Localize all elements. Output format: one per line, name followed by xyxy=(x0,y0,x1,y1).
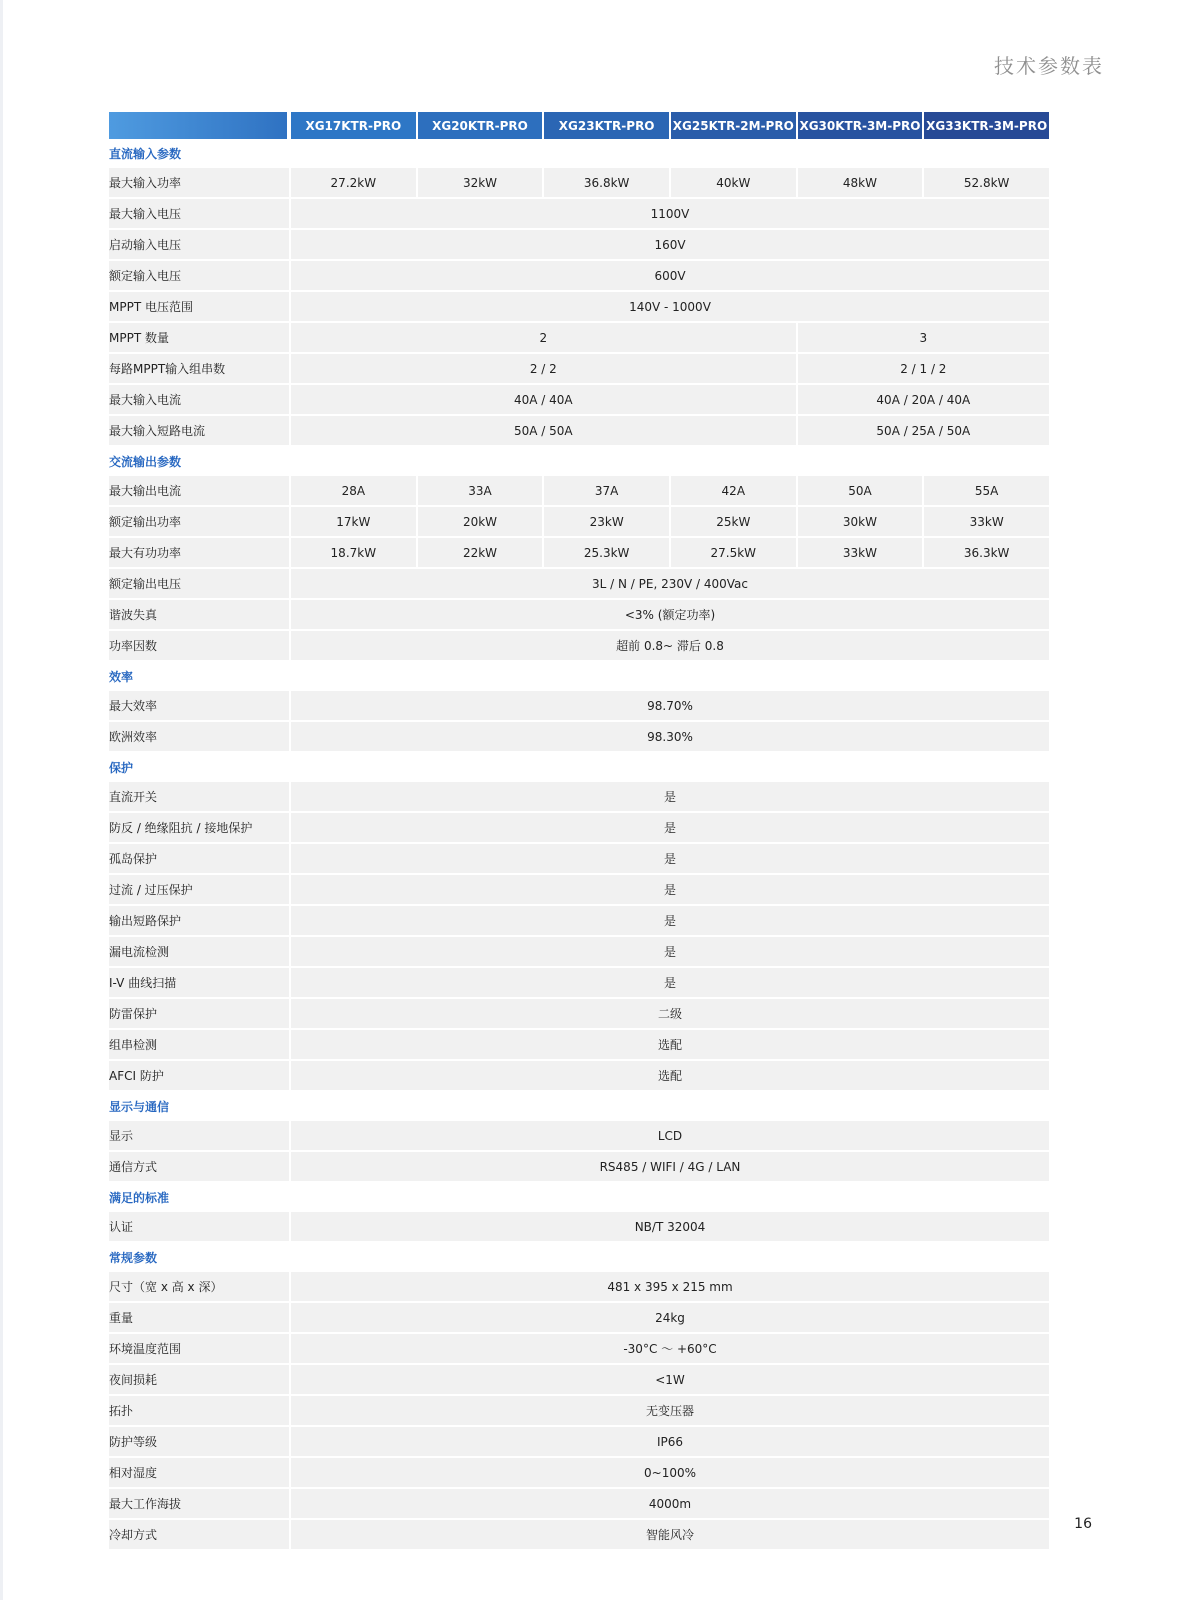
value-cell: 33A xyxy=(416,476,543,507)
value-cell: 28A xyxy=(289,476,416,507)
value-cell: 选配 xyxy=(289,1030,1049,1061)
value-cell: 2 / 1 / 2 xyxy=(796,354,1049,385)
value-cell: 0~100% xyxy=(289,1458,1049,1489)
row-label: MPPT 电压范围 xyxy=(109,292,289,323)
page-number: 16 xyxy=(1074,1516,1092,1532)
row-label: 通信方式 xyxy=(109,1152,289,1183)
value-cell: LCD xyxy=(289,1121,1049,1152)
row-label: 环境温度范围 xyxy=(109,1334,289,1365)
row-label: 额定输出电压 xyxy=(109,569,289,600)
table-row xyxy=(109,323,1049,354)
row-label: 重量 xyxy=(109,1303,289,1334)
page-left-edge xyxy=(0,0,3,1600)
table-row xyxy=(109,600,1049,631)
value-cell: 40kW xyxy=(669,168,796,199)
table-row xyxy=(109,292,1049,323)
row-label: 最大输入电流 xyxy=(109,385,289,416)
value-cell: 48kW xyxy=(796,168,923,199)
section-title: 交流输出参数 xyxy=(109,447,1049,476)
value-cell: <3% (额定功率) xyxy=(289,600,1049,631)
model-header: XG20KTR-PRO xyxy=(416,112,543,139)
table-row xyxy=(109,999,1049,1030)
table-row xyxy=(109,1489,1049,1520)
row-label: 最大输入短路电流 xyxy=(109,416,289,447)
value-cell: 160V xyxy=(289,230,1049,261)
value-cell: 2 / 2 xyxy=(289,354,796,385)
value-cell: 24kg xyxy=(289,1303,1049,1334)
value-cell: 55A xyxy=(922,476,1049,507)
section-row xyxy=(109,1243,1049,1272)
row-label: 过流 / 过压保护 xyxy=(109,875,289,906)
section-row xyxy=(109,753,1049,782)
model-header: XG17KTR-PRO xyxy=(289,112,416,139)
value-cell: 30kW xyxy=(796,507,923,538)
table-row xyxy=(109,1121,1049,1152)
value-cell: 98.70% xyxy=(289,691,1049,722)
table-row xyxy=(109,168,1049,199)
row-label: I-V 曲线扫描 xyxy=(109,968,289,999)
model-header: XG30KTR-3M-PRO xyxy=(796,112,923,139)
page-title: 技术参数表 xyxy=(994,54,1104,78)
value-cell: IP66 xyxy=(289,1427,1049,1458)
table-row xyxy=(109,1520,1049,1551)
section-title: 直流输入参数 xyxy=(109,139,1049,168)
value-cell: 无变压器 xyxy=(289,1396,1049,1427)
table-row xyxy=(109,1334,1049,1365)
section-row xyxy=(109,1183,1049,1212)
row-label: 拓扑 xyxy=(109,1396,289,1427)
value-cell: 3L / N / PE, 230V / 400Vac xyxy=(289,569,1049,600)
value-cell: 27.2kW xyxy=(289,168,416,199)
value-cell: 481 x 395 x 215 mm xyxy=(289,1272,1049,1303)
section-title: 常规参数 xyxy=(109,1243,1049,1272)
row-label: 额定输出功率 xyxy=(109,507,289,538)
value-cell: 1100V xyxy=(289,199,1049,230)
value-cell: 17kW xyxy=(289,507,416,538)
value-cell: 是 xyxy=(289,937,1049,968)
row-label: 每路MPPT输入组串数 xyxy=(109,354,289,385)
value-cell: 是 xyxy=(289,844,1049,875)
table-row xyxy=(109,968,1049,999)
value-cell: RS485 / WIFI / 4G / LAN xyxy=(289,1152,1049,1183)
value-cell: 18.7kW xyxy=(289,538,416,569)
row-label: 防反 / 绝缘阻抗 / 接地保护 xyxy=(109,813,289,844)
value-cell: 140V - 1000V xyxy=(289,292,1049,323)
value-cell: 40A / 20A / 40A xyxy=(796,385,1049,416)
row-label: 防雷保护 xyxy=(109,999,289,1030)
row-label: 组串检测 xyxy=(109,1030,289,1061)
row-label: 认证 xyxy=(109,1212,289,1243)
row-label: 启动输入电压 xyxy=(109,230,289,261)
value-cell: 27.5kW xyxy=(669,538,796,569)
value-cell: 98.30% xyxy=(289,722,1049,753)
row-label: 防护等级 xyxy=(109,1427,289,1458)
table-row xyxy=(109,782,1049,813)
value-cell: 二级 xyxy=(289,999,1049,1030)
row-label: MPPT 数量 xyxy=(109,323,289,354)
table-row xyxy=(109,691,1049,722)
row-label: 最大工作海拔 xyxy=(109,1489,289,1520)
value-cell: <1W xyxy=(289,1365,1049,1396)
row-label: 欧洲效率 xyxy=(109,722,289,753)
row-label: 谐波失真 xyxy=(109,600,289,631)
row-label: 漏电流检测 xyxy=(109,937,289,968)
row-label: 相对湿度 xyxy=(109,1458,289,1489)
value-cell: 36.3kW xyxy=(922,538,1049,569)
value-cell: 33kW xyxy=(922,507,1049,538)
value-cell: 3 xyxy=(796,323,1049,354)
value-cell: 32kW xyxy=(416,168,543,199)
table-row xyxy=(109,1212,1049,1243)
table-row xyxy=(109,722,1049,753)
value-cell: 22kW xyxy=(416,538,543,569)
row-label: 最大输入功率 xyxy=(109,168,289,199)
value-cell: 2 xyxy=(289,323,796,354)
table-row xyxy=(109,1152,1049,1183)
value-cell: 37A xyxy=(542,476,669,507)
value-cell: 是 xyxy=(289,906,1049,937)
table-row xyxy=(109,569,1049,600)
value-cell: 600V xyxy=(289,261,1049,292)
row-label: 最大输出电流 xyxy=(109,476,289,507)
section-row xyxy=(109,139,1049,168)
table-row xyxy=(109,538,1049,569)
value-cell: 36.8kW xyxy=(542,168,669,199)
value-cell: 33kW xyxy=(796,538,923,569)
table-row xyxy=(109,385,1049,416)
value-cell: 是 xyxy=(289,813,1049,844)
value-cell: 50A / 25A / 50A xyxy=(796,416,1049,447)
header-corner-cell xyxy=(109,112,289,139)
table-row xyxy=(109,416,1049,447)
value-cell: 25.3kW xyxy=(542,538,669,569)
table-row xyxy=(109,1427,1049,1458)
value-cell: 超前 0.8~ 滞后 0.8 xyxy=(289,631,1049,662)
table-row xyxy=(109,844,1049,875)
table-row xyxy=(109,937,1049,968)
row-label: 功率因数 xyxy=(109,631,289,662)
table-row xyxy=(109,230,1049,261)
table-row xyxy=(109,199,1049,230)
row-label: 直流开关 xyxy=(109,782,289,813)
section-title: 保护 xyxy=(109,753,1049,782)
value-cell: 50A xyxy=(796,476,923,507)
table-row xyxy=(109,507,1049,538)
row-label: 尺寸（宽 x 高 x 深） xyxy=(109,1272,289,1303)
spec-table-body xyxy=(109,139,1049,1551)
table-row xyxy=(109,261,1049,292)
value-cell: 20kW xyxy=(416,507,543,538)
row-label: 最大有功功率 xyxy=(109,538,289,569)
table-row xyxy=(109,631,1049,662)
section-row xyxy=(109,662,1049,691)
table-row xyxy=(109,1061,1049,1092)
table-row xyxy=(109,1272,1049,1303)
table-row xyxy=(109,1365,1049,1396)
row-label: 冷却方式 xyxy=(109,1520,289,1551)
table-row xyxy=(109,1030,1049,1061)
table-row xyxy=(109,354,1049,385)
model-header: XG33KTR-3M-PRO xyxy=(922,112,1049,139)
spec-table xyxy=(109,112,1049,1551)
model-header: XG25KTR-2M-PRO xyxy=(669,112,796,139)
table-row xyxy=(109,1303,1049,1334)
row-label: 夜间损耗 xyxy=(109,1365,289,1396)
value-cell: 25kW xyxy=(669,507,796,538)
row-label: 额定输入电压 xyxy=(109,261,289,292)
value-cell: 50A / 50A xyxy=(289,416,796,447)
model-header: XG23KTR-PRO xyxy=(542,112,669,139)
value-cell: 42A xyxy=(669,476,796,507)
row-label: 孤岛保护 xyxy=(109,844,289,875)
table-row xyxy=(109,813,1049,844)
value-cell: 选配 xyxy=(289,1061,1049,1092)
row-label: 最大输入电压 xyxy=(109,199,289,230)
table-row xyxy=(109,875,1049,906)
value-cell: 4000m xyxy=(289,1489,1049,1520)
section-title: 满足的标准 xyxy=(109,1183,1049,1212)
table-header-row xyxy=(109,112,1049,139)
table-row xyxy=(109,1396,1049,1427)
row-label: AFCI 防护 xyxy=(109,1061,289,1092)
table-row xyxy=(109,906,1049,937)
value-cell: 是 xyxy=(289,968,1049,999)
table-row xyxy=(109,1458,1049,1489)
value-cell: 40A / 40A xyxy=(289,385,796,416)
section-title: 效率 xyxy=(109,662,1049,691)
value-cell: 是 xyxy=(289,875,1049,906)
section-row xyxy=(109,447,1049,476)
row-label: 显示 xyxy=(109,1121,289,1152)
value-cell: 52.8kW xyxy=(922,168,1049,199)
row-label: 输出短路保护 xyxy=(109,906,289,937)
section-title: 显示与通信 xyxy=(109,1092,1049,1121)
value-cell: 是 xyxy=(289,782,1049,813)
table-row xyxy=(109,476,1049,507)
value-cell: 23kW xyxy=(542,507,669,538)
value-cell: NB/T 32004 xyxy=(289,1212,1049,1243)
value-cell: 智能风冷 xyxy=(289,1520,1049,1551)
value-cell: -30°C ～ +60°C xyxy=(289,1334,1049,1365)
row-label: 最大效率 xyxy=(109,691,289,722)
section-row xyxy=(109,1092,1049,1121)
